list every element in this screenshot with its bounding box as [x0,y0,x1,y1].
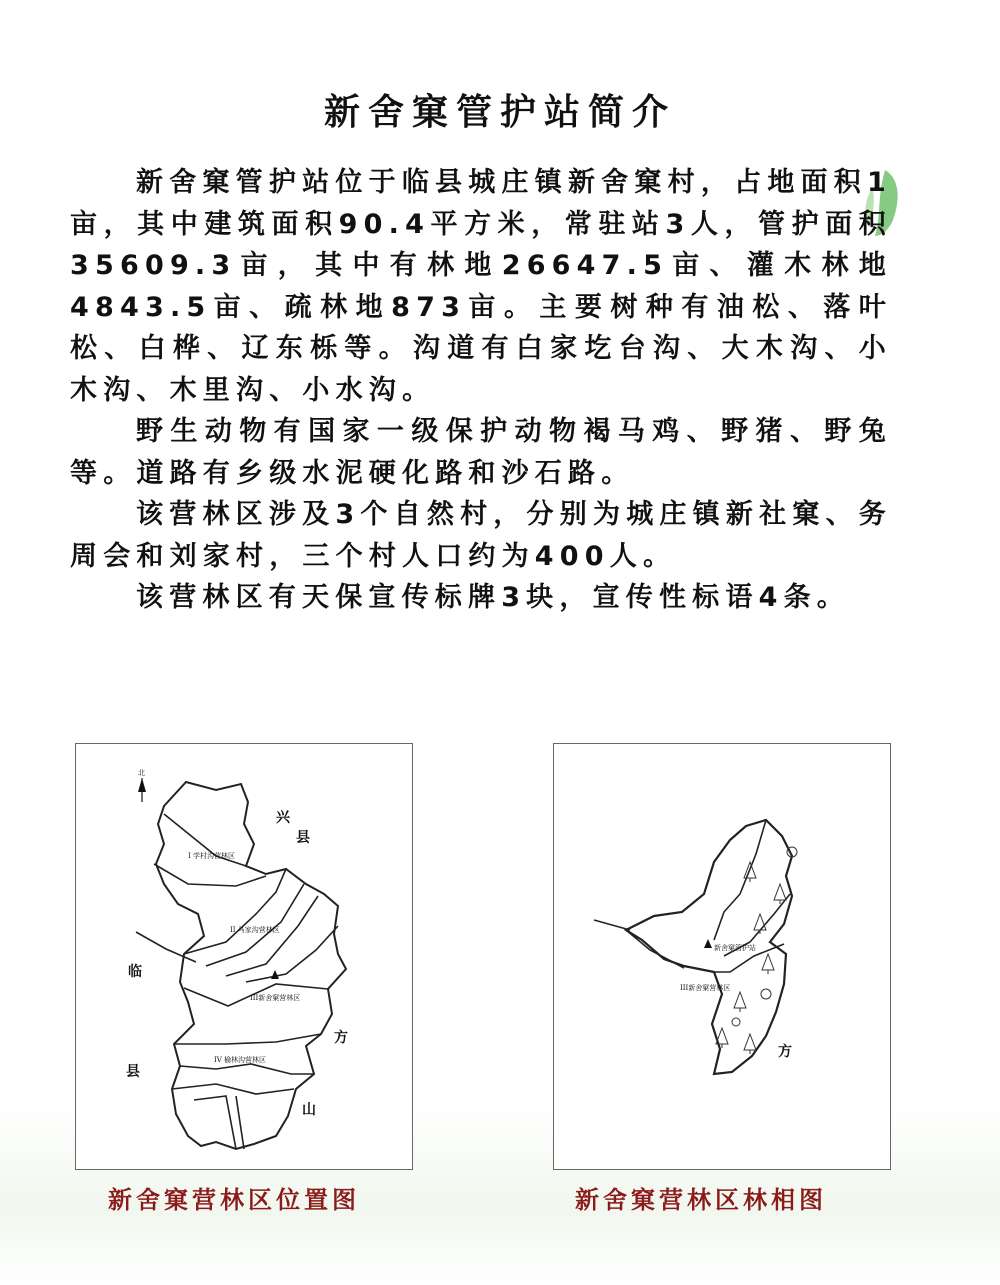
map-label-shan: 山 [302,1102,316,1118]
forest-map-caption: 新舍窠营林区林相图 [575,1186,827,1214]
zone-label-4: IV 榆林沟营林区 [214,1056,267,1064]
north-arrow-icon [138,778,146,802]
map-label-lin: 临 [128,964,142,980]
page-title: 新舍窠管护站简介 [323,92,676,133]
map-label-fang: 方 [778,1044,792,1060]
forest-map [553,743,891,1170]
zone-label: III新舍窠营林区 [680,984,731,992]
map-label-xian-top: 县 [296,830,310,846]
paragraph-wildlife: 野生动物有国家一级保护动物褐马鸡、野猪、野兔等。道路有乡级水泥硬化路和沙石路。 [70,416,892,489]
zone-label-2: II 马家沟营林区 [230,926,280,934]
zone-label-1: I 学村沟营林区 [188,852,235,860]
paragraph-overview: 新舍窠管护站位于临县城庄镇新舍窠村，占地面积1亩，其中建筑面积90.4平方米，常驻站3人，管护面积35609.3亩，其中有林地26647.5亩、灌木林地4843.5亩、疏林地873亩。主要树种有油松、落叶松、白桦、辽东栎等。沟道有白家圪台沟、大木沟、小木沟、木里沟、小水沟。 [70,167,892,406]
zone-label-3: III新舍窠营林区 [250,994,301,1002]
paragraph-villages: 该营林区涉及3个自然村，分别为城庄镇新社窠、务周会和刘家村，三个村人口约为400人。 [70,499,892,572]
location-map [75,743,413,1170]
station-label: 新舍窠管护站 [714,944,756,952]
map-label-xian-bottom: 县 [126,1064,140,1080]
location-map-caption: 新舍窠营林区位置图 [108,1186,360,1214]
station-marker-icon [271,970,279,979]
north-label: 北 [138,769,145,777]
map-label-xing: 兴 [276,810,290,826]
paragraph-signage: 该营林区有天保宣传标牌3块，宣传性标语4条。 [136,582,850,613]
intro-text [70,162,892,619]
station-marker-icon [704,939,712,948]
location-map-drawing [76,744,412,1169]
map-label-fang: 方 [334,1030,348,1046]
forest-map-drawing [554,744,890,1169]
